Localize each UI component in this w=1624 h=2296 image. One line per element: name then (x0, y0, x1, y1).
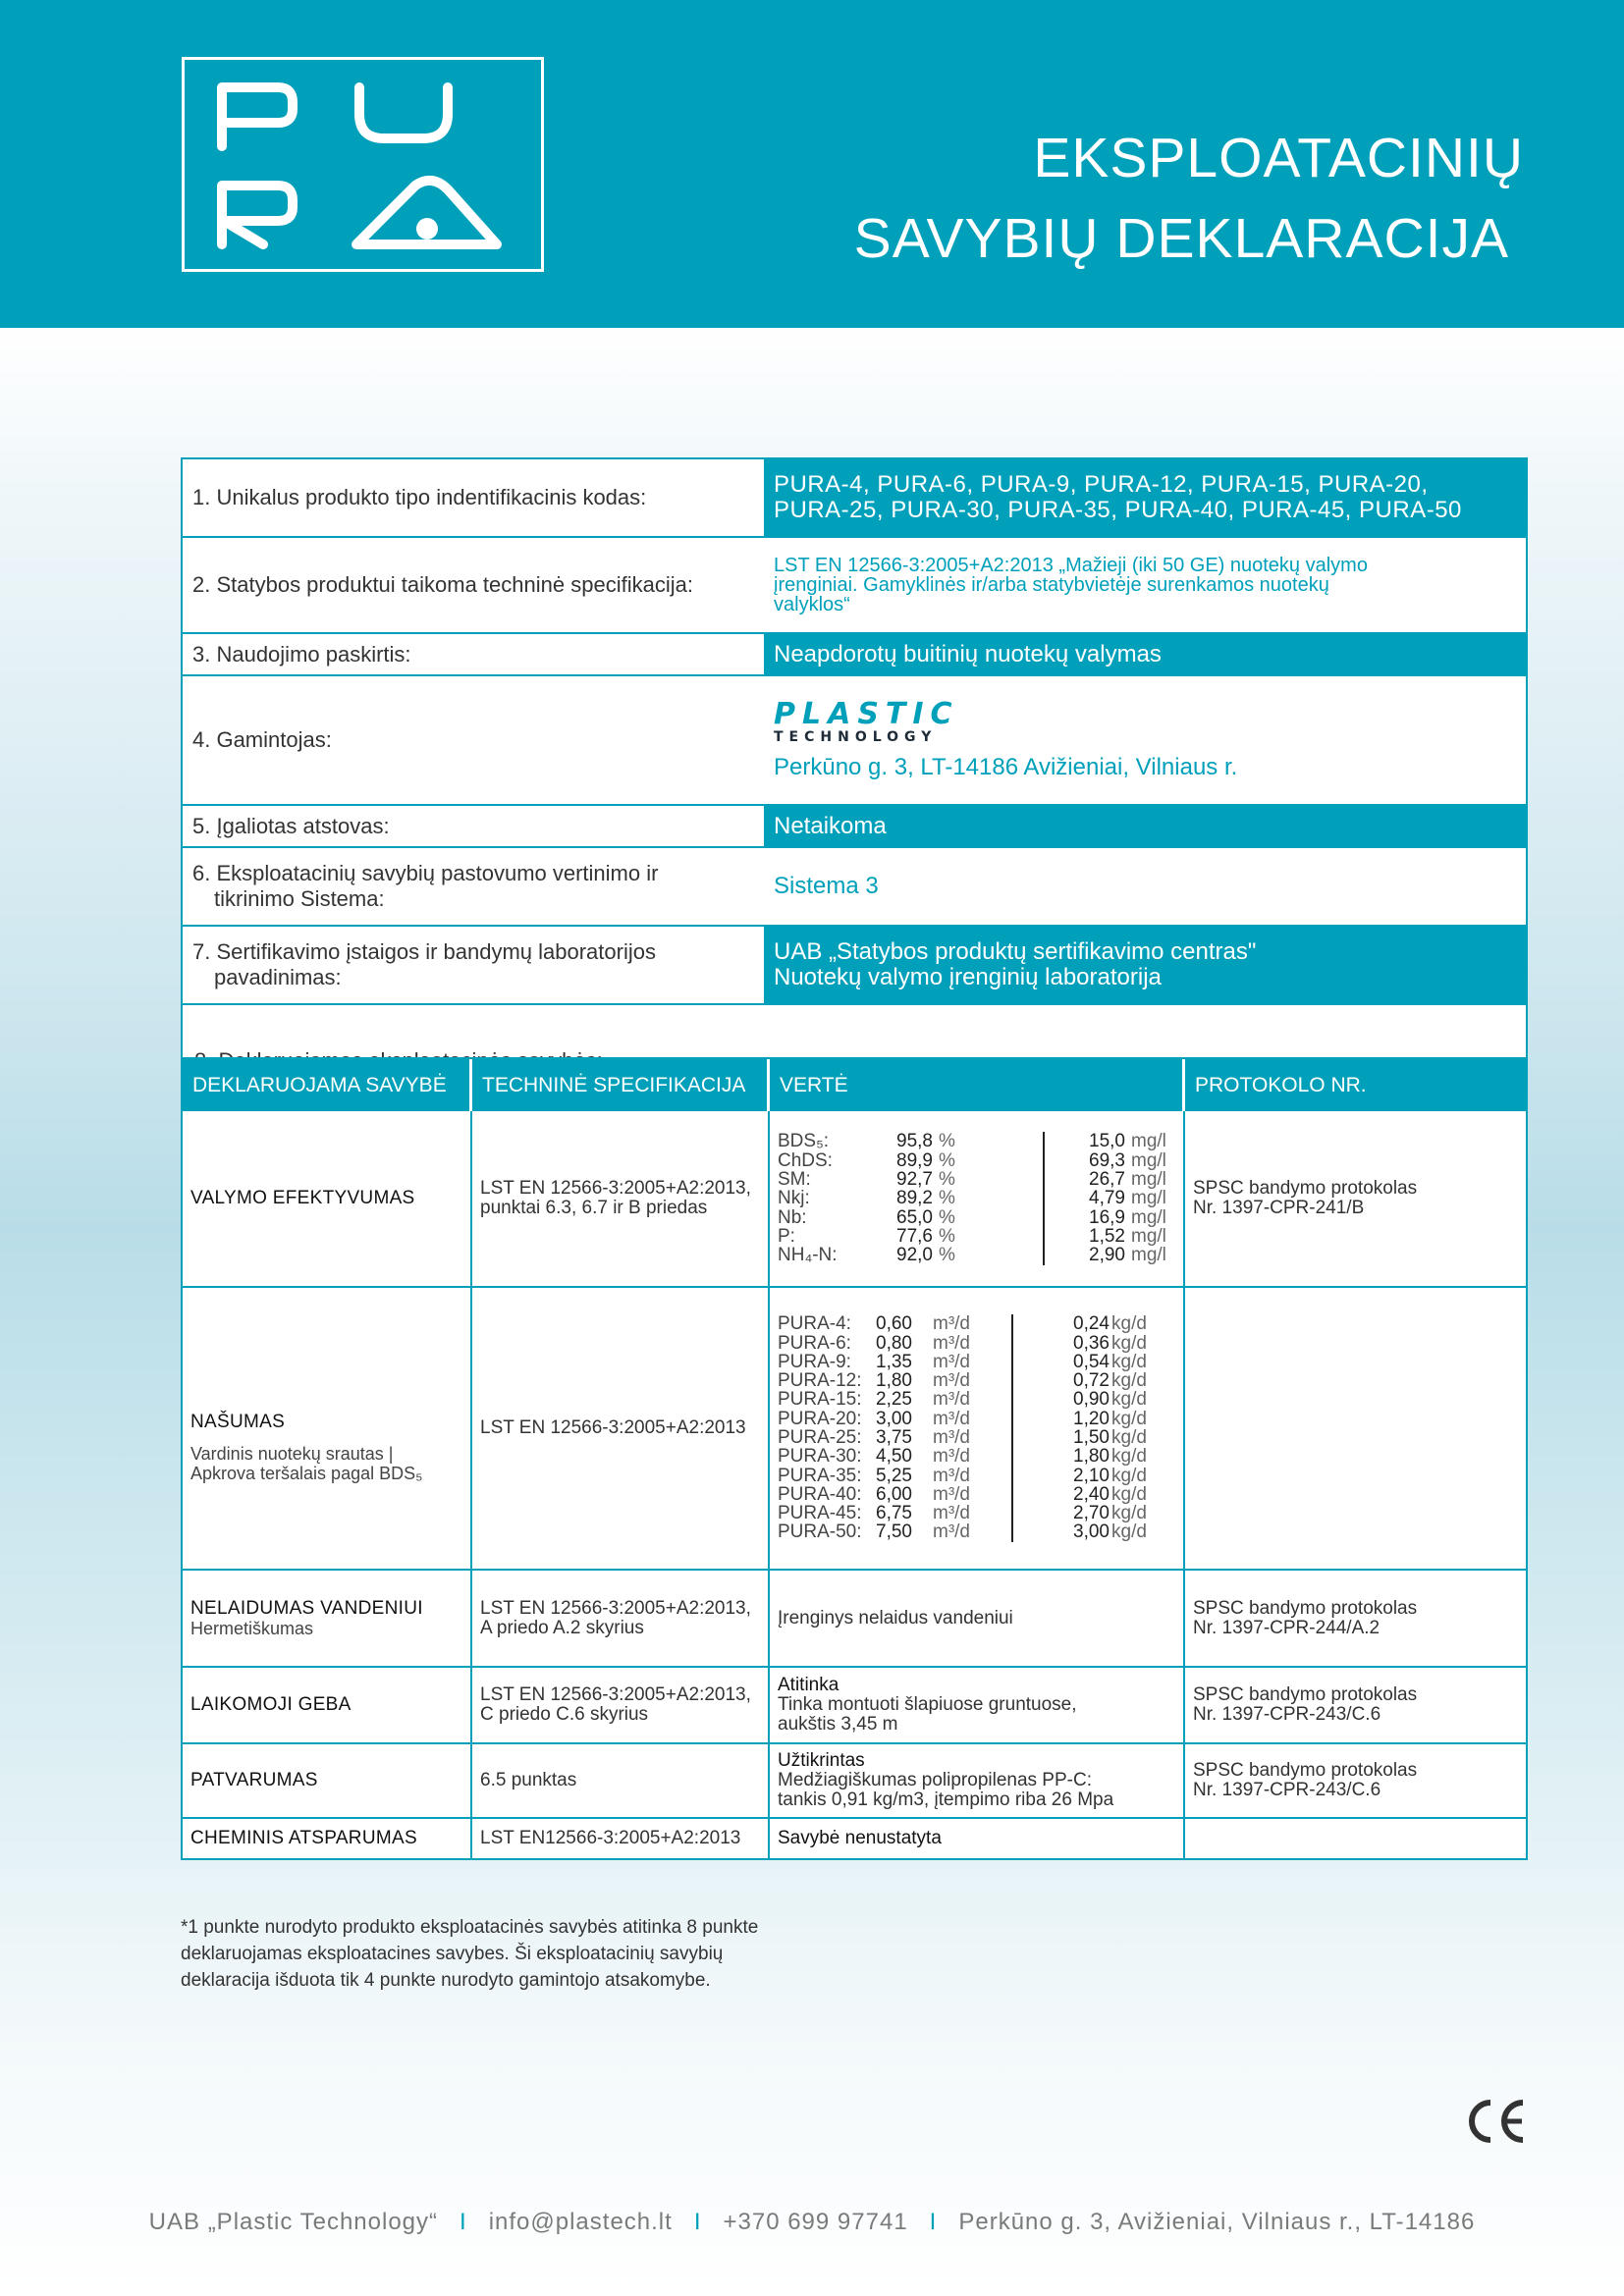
row-load-capacity (183, 1666, 1526, 1742)
row-label: 5. Įgaliotas atstovas: (192, 813, 390, 838)
concentration-unit: mg/l (1131, 1149, 1166, 1171)
flow-unit: m³/d (933, 1503, 970, 1524)
model-name: PURA-40: (778, 1483, 862, 1505)
footer-separator: I (929, 2209, 938, 2235)
label-line: pavadinimas: (214, 965, 342, 989)
flow-unit: m³/d (933, 1446, 970, 1468)
footnote-line: deklaruojamas eksploatacines savybes. Ši eksploatacinių savybių (181, 1944, 724, 1964)
col-load (1013, 1314, 1110, 1542)
value-line: Medžiagiškumas polipropilenas PP-C: (778, 1770, 1092, 1790)
value-cell (770, 1819, 1185, 1858)
effluent-concentration: 1,52 (1089, 1225, 1125, 1247)
declaration-table (181, 457, 1528, 1100)
spec-cell: 6.5 punktas (472, 1744, 770, 1817)
load-unit: kg/d (1111, 1370, 1147, 1392)
percent-unit: % (939, 1225, 955, 1247)
flow-unit: m³/d (933, 1522, 970, 1543)
load-value: 2,70 (1073, 1503, 1110, 1524)
row-label (183, 927, 764, 1003)
row-certification-body (183, 927, 1526, 1005)
row-tech-spec (183, 538, 1526, 634)
property-cell (183, 1819, 472, 1858)
row-system (183, 848, 1526, 927)
row-durability (183, 1742, 1526, 1817)
footnote (181, 1914, 888, 1994)
footer-phone[interactable]: +370 699 97741 (723, 2209, 908, 2235)
parameter-name: P: (778, 1225, 795, 1247)
model-name: PURA-25: (778, 1427, 862, 1448)
property-sub: Hermetiškumas (190, 1618, 314, 1638)
footer-separator: I (693, 2209, 702, 2235)
model-name: PURA-35: (778, 1465, 862, 1486)
col-flow-unit (915, 1314, 974, 1542)
concentration-unit: mg/l (1131, 1169, 1166, 1191)
row-value: Sistema 3 (774, 873, 879, 899)
load-unit: kg/d (1111, 1465, 1147, 1486)
flow-value: 0,60 (876, 1313, 912, 1335)
value-line: Nuotekų valymo įrenginių laboratorija (774, 964, 1162, 990)
value-line: įrenginiai. Gamyklinės ir/arba statybvietėje surenkamos nuotekų (774, 574, 1329, 596)
spec-cell (472, 1111, 770, 1286)
flow-value: 6,00 (876, 1483, 912, 1505)
efficiency-grid (778, 1132, 1175, 1264)
property-name: PATVARUMAS (190, 1770, 318, 1790)
efficiency-percent: 89,2 (896, 1188, 933, 1209)
load-value: 3,00 (1073, 1522, 1110, 1543)
concentration-unit: mg/l (1131, 1131, 1166, 1152)
concentration-unit: mg/l (1131, 1188, 1166, 1209)
efficiency-percent: 65,0 (896, 1206, 933, 1228)
load-unit: kg/d (1111, 1522, 1147, 1543)
effluent-concentration: 69,3 (1089, 1149, 1125, 1171)
percent-unit: % (939, 1149, 955, 1171)
model-name: PURA-45: (778, 1503, 862, 1524)
col-conc (1045, 1132, 1125, 1264)
model-name: PURA-30: (778, 1446, 862, 1468)
efficiency-percent: 92,7 (896, 1169, 933, 1191)
logo-word-technology: TECHNOLOGY (774, 729, 938, 745)
title-line-1: EKSPLOATACINIŲ (1033, 127, 1524, 189)
flow-unit: m³/d (933, 1465, 970, 1486)
flow-unit: m³/d (933, 1427, 970, 1448)
plastic-technology-logo (774, 697, 1516, 745)
header-protocol: PROTOKOLO NR. (1195, 1073, 1367, 1096)
spec-line: punktai 6.3, 6.7 ir B priedas (480, 1198, 708, 1218)
protocol-line: Nr. 1397-CPR-243/C.6 (1193, 1704, 1381, 1725)
value-line: valyklos“ (774, 594, 850, 615)
property-name: LAIKOMOJI GEBA (190, 1694, 352, 1715)
percent-unit: % (939, 1169, 955, 1191)
effluent-concentration: 2,90 (1089, 1245, 1125, 1266)
load-unit: kg/d (1111, 1503, 1147, 1524)
value-cell (770, 1668, 1185, 1742)
value-line: aukštis 3,45 m (778, 1714, 898, 1735)
value-title: Užtikrintas (778, 1750, 865, 1771)
row-value (764, 927, 1526, 1003)
flow-value: 3,00 (876, 1408, 912, 1429)
col-keys (778, 1132, 876, 1264)
value-title: Atitinka (778, 1675, 839, 1695)
parameter-name: NH₄-N: (778, 1245, 838, 1266)
row-capacity (183, 1286, 1526, 1569)
flow-unit: m³/d (933, 1370, 970, 1392)
flow-unit: m³/d (933, 1408, 970, 1429)
protocol-cell (1185, 1111, 1526, 1286)
flow-unit: m³/d (933, 1313, 970, 1335)
load-value: 1,20 (1073, 1408, 1110, 1429)
load-value: 0,54 (1073, 1351, 1110, 1372)
concentration-unit: mg/l (1131, 1206, 1166, 1228)
parameter-name: SM: (778, 1169, 811, 1191)
effluent-concentration: 4,79 (1089, 1188, 1125, 1209)
load-value: 0,90 (1073, 1389, 1110, 1411)
row-value (764, 538, 1526, 632)
flow-value: 3,75 (876, 1427, 912, 1448)
row-watertightness (183, 1569, 1526, 1666)
protocol-line: Nr. 1397-CPR-241/B (1193, 1198, 1365, 1218)
value-line: PURA-4, PURA-6, PURA-9, PURA-12, PURA-15, PURA-20, (774, 471, 1429, 498)
footer-company: UAB „Plastic Technology“ (148, 2209, 439, 2235)
parameter-name: ChDS: (778, 1149, 833, 1171)
property-name: NELAIDUMAS VANDENIUI (190, 1597, 423, 1619)
value-line: tankis 0,91 kg/m3, įtempimo riba 26 Mpa (778, 1789, 1114, 1810)
protocol-line: SPSC bandymo protokolas (1193, 1760, 1418, 1781)
spec-cell: LST EN 12566-3:2005+A2:2013 (472, 1288, 770, 1569)
model-name: PURA-6: (778, 1332, 851, 1354)
value-line: LST EN 12566-3:2005+A2:2013 „Mažieji (iki 50 GE) nuotekų valymo (774, 555, 1368, 576)
value-cell: Įrenginys nelaidus vandeniui (770, 1571, 1185, 1666)
value-title: Savybė nenustatyta (778, 1828, 942, 1848)
property-cell (183, 1288, 472, 1569)
parameter-name: Nkj: (778, 1188, 810, 1209)
ce-mark-icon (1461, 2097, 1530, 2151)
load-value: 0,36 (1073, 1332, 1110, 1354)
performance-header (183, 1059, 1526, 1111)
header-property: DEKLARUOJAMA SAVYBĖ (183, 1059, 472, 1111)
title-line-2: SAVYBIŲ DEKLARACIJA (853, 207, 1509, 270)
load-value: 1,80 (1073, 1446, 1110, 1468)
concentration-unit: mg/l (1131, 1225, 1166, 1247)
pura-logo-icon (185, 60, 541, 269)
label-line: 6. Eksploatacinių savybių pastovumo vertinimo ir (192, 861, 659, 885)
protocol-cell (1185, 1819, 1526, 1858)
efficiency-percent: 89,9 (896, 1149, 933, 1171)
percent-unit: % (939, 1131, 955, 1152)
load-value: 2,40 (1073, 1483, 1110, 1505)
load-unit: kg/d (1111, 1446, 1147, 1468)
row-intended-use (183, 634, 1526, 676)
load-unit: kg/d (1111, 1351, 1147, 1372)
header-spec: TECHNINĖ SPECIFIKACIJA (472, 1059, 770, 1111)
property-name: VALYMO EFEKTYVUMAS (190, 1188, 415, 1208)
footnote-line: *1 punkte nurodyto produkto eksploatacinės savybės atitinka 8 punkte (181, 1917, 759, 1938)
spec-line: A priedo A.2 skyrius (480, 1617, 644, 1638)
spec-cell (472, 1571, 770, 1666)
percent-unit: % (939, 1245, 955, 1266)
footer-address: Perkūno g. 3, Avižieniai, Vilniaus r., LT-14186 (958, 2209, 1476, 2235)
flow-value: 6,75 (876, 1503, 912, 1524)
spec-cell: LST EN12566-3:2005+A2:2013 (472, 1819, 770, 1858)
flow-value: 7,50 (876, 1522, 912, 1543)
protocol-cell (1185, 1288, 1526, 1569)
value-line: PURA-25, PURA-30, PURA-35, PURA-40, PURA-45, PURA-50 (774, 497, 1462, 523)
row-treatment-efficiency (183, 1111, 1526, 1286)
model-name: PURA-9: (778, 1351, 851, 1372)
value-line: Tinka montuoti šlapiuose gruntuose, (778, 1694, 1077, 1715)
percent-unit: % (939, 1206, 955, 1228)
spec-line: LST EN 12566-3:2005+A2:2013, (480, 1597, 751, 1619)
label-line: tikrinimo Sistema: (214, 886, 385, 911)
property-cell (183, 1744, 472, 1817)
flow-value: 1,35 (876, 1351, 912, 1372)
value-cell (770, 1111, 1185, 1286)
col-model (778, 1314, 876, 1542)
protocol-line: SPSC bandymo protokolas (1193, 1597, 1418, 1619)
protocol-line: Nr. 1397-CPR-244/A.2 (1193, 1617, 1380, 1638)
effluent-concentration: 15,0 (1089, 1131, 1125, 1152)
row-value (764, 676, 1526, 804)
load-value: 0,72 (1073, 1370, 1110, 1392)
logo-word-plastic: PLASTIC (774, 697, 959, 731)
load-unit: kg/d (1111, 1389, 1147, 1411)
row-product-code (183, 459, 1526, 538)
label-line: 7. Sertifikavimo įstaigos ir bandymų laboratorijos (192, 939, 656, 964)
parameter-name: Nb: (778, 1206, 807, 1228)
flow-unit: m³/d (933, 1332, 970, 1354)
property-cell (183, 1571, 472, 1666)
footer-separator: I (460, 2209, 467, 2235)
footnote-line: deklaracija išduota tik 4 punkte nurodyto gamintojo atsakomybe. (181, 1970, 711, 1991)
protocol-line: Nr. 1397-CPR-243/C.6 (1193, 1780, 1381, 1800)
row-label: 2. Statybos produktui taikoma techninė specifikacija: (192, 572, 693, 597)
load-unit: kg/d (1111, 1408, 1147, 1429)
percent-unit: % (939, 1188, 955, 1209)
protocol-cell (1185, 1744, 1526, 1817)
property-sub: Vardinis nuotekų srautas | (190, 1444, 394, 1464)
col-conc-unit (1125, 1132, 1174, 1264)
protocol-cell (1185, 1668, 1526, 1742)
protocol-cell (1185, 1571, 1526, 1666)
property-sub: Apkrova teršalais pagal BDS₅ (190, 1464, 423, 1483)
col-pct (876, 1132, 933, 1264)
model-name: PURA-20: (778, 1408, 862, 1429)
load-unit: kg/d (1111, 1332, 1147, 1354)
performance-table (181, 1057, 1528, 1860)
property-name: CHEMINIS ATSPARUMAS (190, 1828, 417, 1848)
efficiency-percent: 95,8 (896, 1131, 933, 1152)
load-unit: kg/d (1111, 1427, 1147, 1448)
load-unit: kg/d (1111, 1313, 1147, 1335)
row-manufacturer (183, 676, 1526, 806)
effluent-concentration: 16,9 (1089, 1206, 1125, 1228)
model-name: PURA-15: (778, 1389, 862, 1411)
header-value: VERTĖ (770, 1059, 1185, 1111)
col-pct-unit (933, 1132, 972, 1264)
row-value: Netaikoma (764, 806, 1526, 846)
flow-value: 2,25 (876, 1389, 912, 1411)
load-unit: kg/d (1111, 1483, 1147, 1505)
row-value: Neapdorotų buitinių nuotekų valymas (764, 634, 1526, 674)
model-name: PURA-4: (778, 1313, 851, 1335)
efficiency-percent: 92,0 (896, 1245, 933, 1266)
row-value (764, 459, 1526, 536)
flow-value: 0,80 (876, 1332, 912, 1354)
row-label: 1. Unikalus produkto tipo indentifikacinis kodas: (192, 485, 647, 509)
row-representative (183, 806, 1526, 848)
footer-contacts (0, 2209, 1624, 2236)
property-cell (183, 1668, 472, 1742)
flow-value: 1,80 (876, 1370, 912, 1392)
flow-unit: m³/d (933, 1389, 970, 1411)
value-cell (770, 1288, 1185, 1569)
row-label: 3. Naudojimo paskirtis: (192, 641, 411, 667)
flow-unit: m³/d (933, 1351, 970, 1372)
flow-value: 4,50 (876, 1446, 912, 1468)
load-value: 2,10 (1073, 1465, 1110, 1486)
model-name: PURA-12: (778, 1370, 862, 1392)
load-value: 0,24 (1073, 1313, 1110, 1335)
spec-line: LST EN 12566-3:2005+A2:2013, (480, 1178, 751, 1199)
property-name: NAŠUMAS (190, 1412, 286, 1432)
flow-value: 5,25 (876, 1465, 912, 1486)
document-title (854, 118, 1524, 279)
flow-unit: m³/d (933, 1483, 970, 1505)
load-value: 1,50 (1073, 1427, 1110, 1448)
header-banner (0, 0, 1624, 328)
footer-email[interactable]: info@plastech.lt (488, 2209, 673, 2235)
row-label (183, 848, 764, 925)
parameter-name: BDS₅: (778, 1131, 829, 1152)
protocol-line: SPSC bandymo protokolas (1193, 1684, 1418, 1705)
spec-cell (472, 1668, 770, 1742)
col-load-unit (1110, 1314, 1149, 1542)
spec-line: C priedo C.6 skyrius (480, 1704, 649, 1725)
manufacturer-address: Perkūno g. 3, LT-14186 Avižieniai, Vilniaus r. (774, 754, 1238, 780)
value-line: UAB „Statybos produktų sertifikavimo centras" (774, 938, 1257, 965)
property-cell (183, 1111, 472, 1286)
efficiency-percent: 77,6 (896, 1225, 933, 1247)
pura-logo (182, 57, 544, 272)
effluent-concentration: 26,7 (1089, 1169, 1125, 1191)
protocol-line: SPSC bandymo protokolas (1193, 1178, 1418, 1199)
row-label: 4. Gamintojas: (192, 727, 332, 752)
col-flow (876, 1314, 915, 1542)
spec-line: LST EN 12566-3:2005+A2:2013, (480, 1684, 751, 1705)
value-cell (770, 1744, 1185, 1817)
concentration-unit: mg/l (1131, 1245, 1166, 1266)
model-name: PURA-50: (778, 1522, 862, 1543)
row-chemical-resistance (183, 1817, 1526, 1858)
capacity-grid (778, 1314, 1175, 1542)
